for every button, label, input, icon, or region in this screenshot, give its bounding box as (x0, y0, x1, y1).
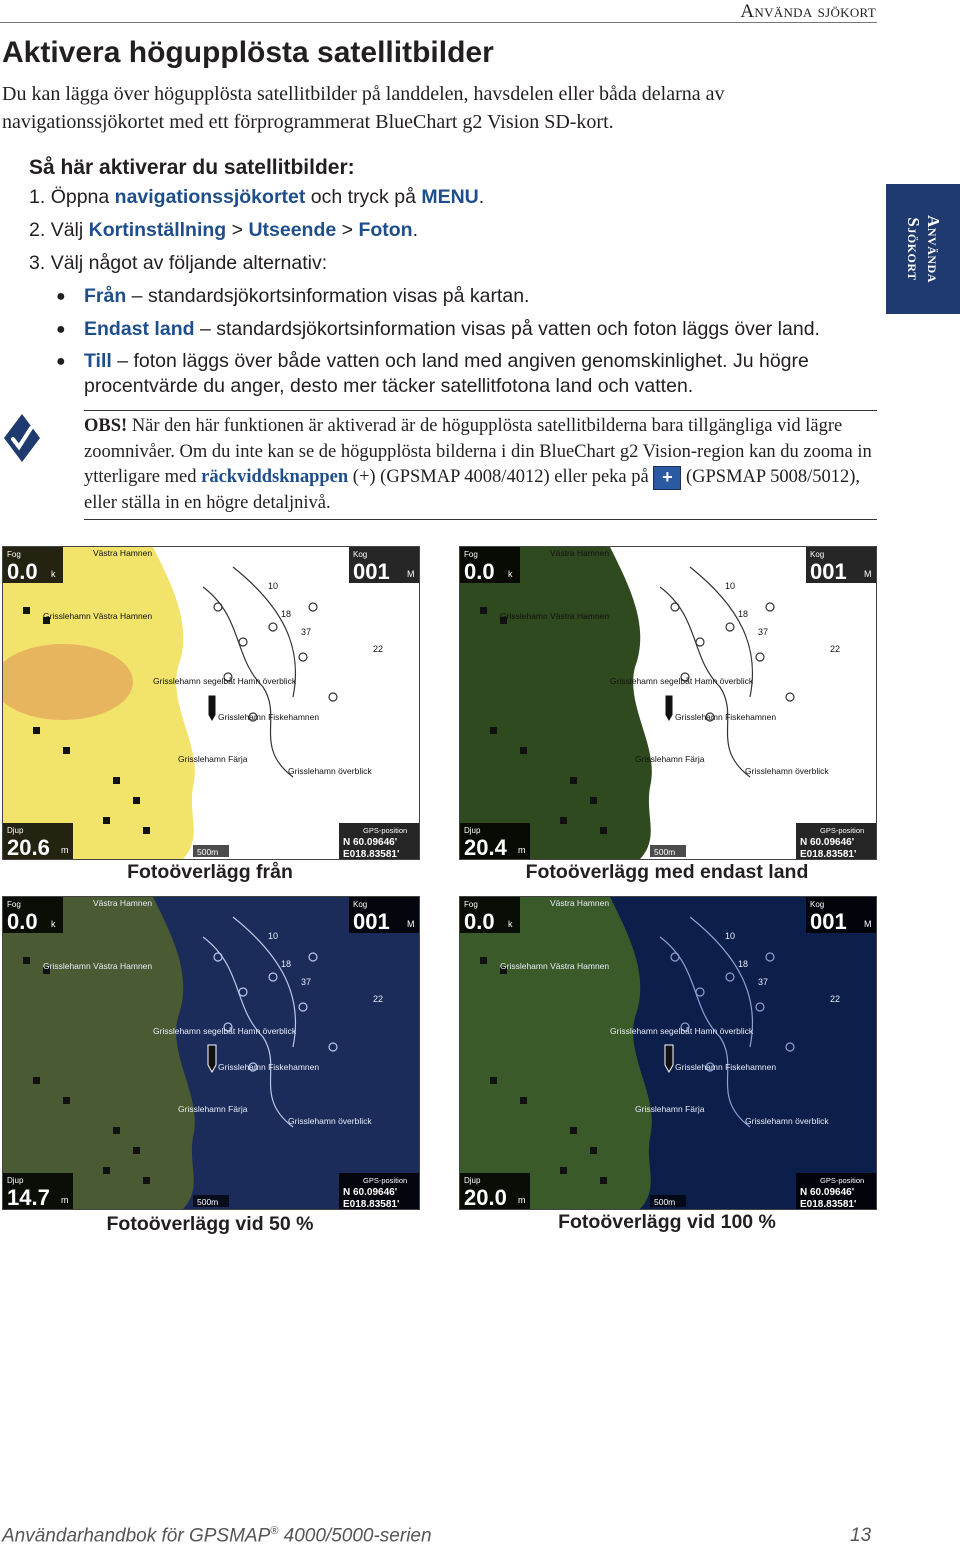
heading-field-value: 001 (810, 909, 847, 934)
depth-field-value: 20.6 (7, 835, 50, 859)
step-text: Välj (50, 219, 89, 241)
chart-plotter-map (460, 897, 876, 1209)
depth-field-unit: m (61, 845, 69, 855)
depth-sounding: 37 (301, 977, 312, 987)
step-text: . (478, 186, 485, 208)
building-marker (63, 1097, 70, 1104)
depth-field-label: Djup (7, 1176, 24, 1185)
depth-sounding: 18 (281, 959, 292, 969)
bullet-dot-icon: ● (56, 321, 66, 338)
step-keyword: MENU (421, 186, 479, 208)
gps-latitude: N 60.09646' (343, 1187, 398, 1198)
caption-100: Fotoöverlägg vid 100 % (558, 1211, 776, 1233)
footer-text (2, 1525, 432, 1547)
place-label: Grisslehamn Västra Hamnen (43, 961, 153, 971)
gps-longitude: E018.83581' (343, 849, 400, 859)
building-marker (103, 817, 110, 824)
step-text: Öppna (50, 186, 115, 208)
step-number: 3. (29, 252, 46, 274)
gps-field-label: GPS-position (363, 1176, 408, 1185)
chart-plotter-map (3, 547, 419, 859)
building-marker (520, 747, 527, 754)
note-rule-bottom (84, 519, 877, 520)
building-marker (103, 1167, 110, 1174)
running-head: Använda sjökort (740, 1, 876, 22)
building-marker (570, 777, 577, 784)
place-label: Grisslehamn segelbåt Hamn överblick (610, 1026, 754, 1036)
speed-field-unit: k (51, 569, 56, 579)
place-label: Grisslehamn Färja (178, 1104, 248, 1114)
page-number: 13 (850, 1525, 872, 1546)
place-label: Grisslehamn Färja (635, 1104, 705, 1114)
building-marker (133, 797, 140, 804)
depth-sounding: 22 (373, 994, 384, 1004)
place-label: Grisslehamn Fiskehamnen (675, 1062, 777, 1072)
building-marker (23, 957, 30, 964)
zoom-in-button-icon: + (653, 466, 681, 490)
page-title: Aktivera högupplösta satellitbilder (2, 36, 494, 69)
place-label: Grisslehamn Färja (178, 754, 248, 764)
place-label: Grisslehamn Västra Hamnen (500, 961, 610, 971)
heading-field-label: Kog (810, 550, 825, 559)
depth-sounding: 10 (725, 581, 736, 591)
land-area (3, 897, 195, 1209)
speed-field-value: 0.0 (464, 559, 495, 584)
depth-sounding: 18 (738, 609, 749, 619)
step-2 (29, 219, 418, 242)
building-marker (63, 747, 70, 754)
speed-field-unit: k (51, 919, 56, 929)
option-text: – standardsjökortsinformation visas på vatten och foton läggs över land. (194, 318, 820, 340)
step-text: . (412, 219, 419, 241)
building-marker (113, 777, 120, 784)
step-keyword: Utseende (248, 219, 337, 241)
heading-field-label: Kog (353, 900, 368, 909)
option-keyword: Endast land (84, 318, 195, 340)
note-text (84, 414, 874, 516)
option-bullet-endast-land (56, 317, 836, 342)
speed-field-label: Fog (7, 900, 21, 909)
place-label: Grisslehamn Fiskehamnen (675, 712, 777, 722)
place-label: Grisslehamn segelbåt Hamn överblick (153, 676, 297, 686)
depth-field-label: Djup (464, 1176, 481, 1185)
place-label: Västra Hamnen (93, 898, 153, 908)
building-marker (143, 827, 150, 834)
heading-field-unit: M (864, 569, 872, 579)
step-3 (29, 252, 327, 275)
note-body: (+) (GPSMAP 4008/4012) eller peka på (348, 467, 654, 487)
heading-field-unit: M (407, 919, 415, 929)
speed-field-unit: k (508, 919, 513, 929)
building-marker (600, 1177, 607, 1184)
depth-sounding: 22 (373, 644, 384, 654)
heading-field-value: 001 (353, 559, 390, 584)
scale-label: 500m (654, 1197, 676, 1207)
depth-field-label: Djup (464, 826, 481, 835)
scale-label: 500m (197, 847, 219, 857)
footer-title: Användarhandbok för GPSMAP (2, 1525, 271, 1547)
building-marker (490, 1077, 497, 1084)
step-text: > (226, 219, 249, 241)
place-label: Grisslehamn Färja (635, 754, 705, 764)
building-marker (133, 1147, 140, 1154)
place-label: Västra Hamnen (93, 548, 153, 558)
option-bullet-fran (56, 284, 836, 309)
step-keyword: Kortinställning (88, 219, 227, 241)
place-label: Grisslehamn Västra Hamnen (43, 611, 153, 621)
vessel-icon (665, 695, 673, 722)
depth-sounding: 18 (281, 609, 292, 619)
note-keyword: räckviddsknappen (201, 467, 349, 487)
gps-latitude: N 60.09646' (800, 1187, 855, 1198)
building-marker (23, 607, 30, 614)
gps-field-label: GPS-position (820, 826, 865, 835)
place-label: Västra Hamnen (550, 548, 610, 558)
depth-sounding: 10 (268, 931, 279, 941)
building-marker (490, 727, 497, 734)
gps-longitude: E018.83581' (800, 1199, 857, 1209)
option-keyword: Till (84, 350, 112, 372)
depth-field-value: 14.7 (7, 1185, 50, 1209)
building-marker (560, 817, 567, 824)
caption-fran: Fotoöverlägg från (127, 861, 293, 883)
speed-field-label: Fog (7, 550, 21, 559)
caption-endast-land: Fotoöverlägg med endast land (525, 861, 809, 883)
heading-field-unit: M (407, 569, 415, 579)
heading-field-label: Kog (353, 550, 368, 559)
land-area (460, 547, 652, 859)
place-label: Grisslehamn segelbåt Hamn överblick (153, 1026, 297, 1036)
depth-sounding: 37 (301, 627, 312, 637)
speed-field-value: 0.0 (7, 559, 38, 584)
depth-sounding: 10 (268, 581, 279, 591)
building-marker (480, 957, 487, 964)
depth-field-value: 20.4 (464, 835, 507, 859)
note-label: OBS! (84, 416, 128, 436)
place-label: Grisslehamn Västra Hamnen (500, 611, 610, 621)
depth-field-value: 20.0 (464, 1185, 507, 1209)
building-marker (33, 1077, 40, 1084)
place-label: Grisslehamn Fiskehamnen (218, 712, 320, 722)
step-number: 2. (29, 219, 46, 241)
building-marker (600, 827, 607, 834)
vessel-icon (208, 1045, 216, 1072)
gps-longitude: E018.83581' (343, 1199, 400, 1209)
scale-label: 500m (197, 1197, 219, 1207)
gps-field-label: GPS-position (820, 1176, 865, 1185)
map-panel-fran (2, 546, 420, 860)
option-text: – foton läggs över både vatten och land med angiven genomskinlighet. Ju högre procentvärde du anger, desto mer täcker satellitfotona land och vatten. (84, 350, 809, 397)
note-body: (GPSMAP 5008/5012), eller ställa in en högre detaljnivå. (84, 467, 861, 513)
depth-sounding: 22 (830, 644, 841, 654)
bullet-dot-icon: ● (56, 353, 66, 370)
building-marker (570, 1127, 577, 1134)
note-body: När den här funktionen är aktiverad är de högupplösta satellitbilderna bara tillgängliga vid lägre zoomnivåer. Om du inte kan se de högupplösta bilderna i din BlueChart g2 Vision-region kan du zooma in ytterligare med (84, 416, 872, 487)
building-marker (590, 797, 597, 804)
place-label: Grisslehamn segelbåt Hamn överblick (610, 676, 754, 686)
footer-series: 4000/5000-serien (278, 1525, 432, 1547)
building-marker (113, 1127, 120, 1134)
caption-50: Fotoöverlägg vid 50 % (106, 1213, 314, 1235)
depth-sounding: 10 (725, 931, 736, 941)
vessel-icon (208, 695, 216, 722)
building-marker (520, 1097, 527, 1104)
heading-field-value: 001 (353, 909, 390, 934)
step-keyword: Foton (358, 219, 413, 241)
step-number: 1. (29, 186, 46, 208)
step-keyword: navigationssjökortet (114, 186, 306, 208)
option-text: – standardsjökortsinformation visas på kartan. (126, 285, 530, 307)
header-rule (0, 22, 877, 23)
depth-field-unit: m (61, 1195, 69, 1205)
land-area (460, 897, 652, 1209)
chart-plotter-map (460, 547, 876, 859)
heading-field-value: 001 (810, 559, 847, 584)
place-label: Grisslehamn överblick (288, 1116, 372, 1126)
side-tab (886, 184, 960, 314)
side-tab-line1: Använda (924, 215, 943, 283)
registered-mark: ® (270, 1525, 279, 1537)
place-label: Grisslehamn Fiskehamnen (218, 1062, 320, 1072)
step-text: > (336, 219, 359, 241)
speed-field-value: 0.0 (464, 909, 495, 934)
building-marker (143, 1177, 150, 1184)
place-label: Grisslehamn överblick (288, 766, 372, 776)
speed-field-label: Fog (464, 900, 478, 909)
building-marker (590, 1147, 597, 1154)
speed-field-unit: k (508, 569, 513, 579)
place-label: Grisslehamn överblick (745, 1116, 829, 1126)
gps-longitude: E018.83581' (800, 849, 857, 859)
note-check-icon (2, 412, 42, 464)
building-marker (560, 1167, 567, 1174)
place-label: Västra Hamnen (550, 898, 610, 908)
depth-sounding: 18 (738, 959, 749, 969)
depth-sounding: 37 (758, 627, 769, 637)
building-marker (33, 727, 40, 734)
side-tab-label (903, 215, 943, 283)
depth-field-unit: m (518, 1195, 526, 1205)
heading-field-unit: M (864, 919, 872, 929)
steps-heading: Så här aktiverar du satellitbilder: (29, 156, 355, 179)
option-keyword: Från (84, 285, 127, 307)
step-1 (29, 186, 484, 209)
place-label: Grisslehamn överblick (745, 766, 829, 776)
note-rule-top (84, 410, 877, 411)
depth-sounding: 22 (830, 994, 841, 1004)
scale-label: 500m (654, 847, 676, 857)
map-panel-endast-land (459, 546, 877, 860)
building-marker (480, 607, 487, 614)
side-tab-line2: Sjökort (904, 217, 923, 281)
vessel-icon (665, 1045, 673, 1072)
depth-field-unit: m (518, 845, 526, 855)
intro-paragraph: Du kan lägga över högupplösta satellitbilder på landdelen, havsdelen eller båda delarna av navigationssjökortet med ett förprogrammerat BlueChart g2 Vision SD-kort. (2, 83, 725, 133)
speed-field-value: 0.0 (7, 909, 38, 934)
depth-sounding: 37 (758, 977, 769, 987)
gps-latitude: N 60.09646' (800, 837, 855, 848)
gps-field-label: GPS-position (363, 826, 408, 835)
step-text: Välj något av följande alternativ: (50, 252, 328, 274)
map-panel-100 (459, 896, 877, 1210)
option-bullet-till (56, 349, 836, 399)
step-text: och tryck på (305, 186, 422, 208)
speed-field-label: Fog (464, 550, 478, 559)
depth-field-label: Djup (7, 826, 24, 835)
map-panel-50 (2, 896, 420, 1210)
chart-plotter-map (3, 897, 419, 1209)
bullet-dot-icon: ● (56, 288, 66, 305)
gps-latitude: N 60.09646' (343, 837, 398, 848)
heading-field-label: Kog (810, 900, 825, 909)
